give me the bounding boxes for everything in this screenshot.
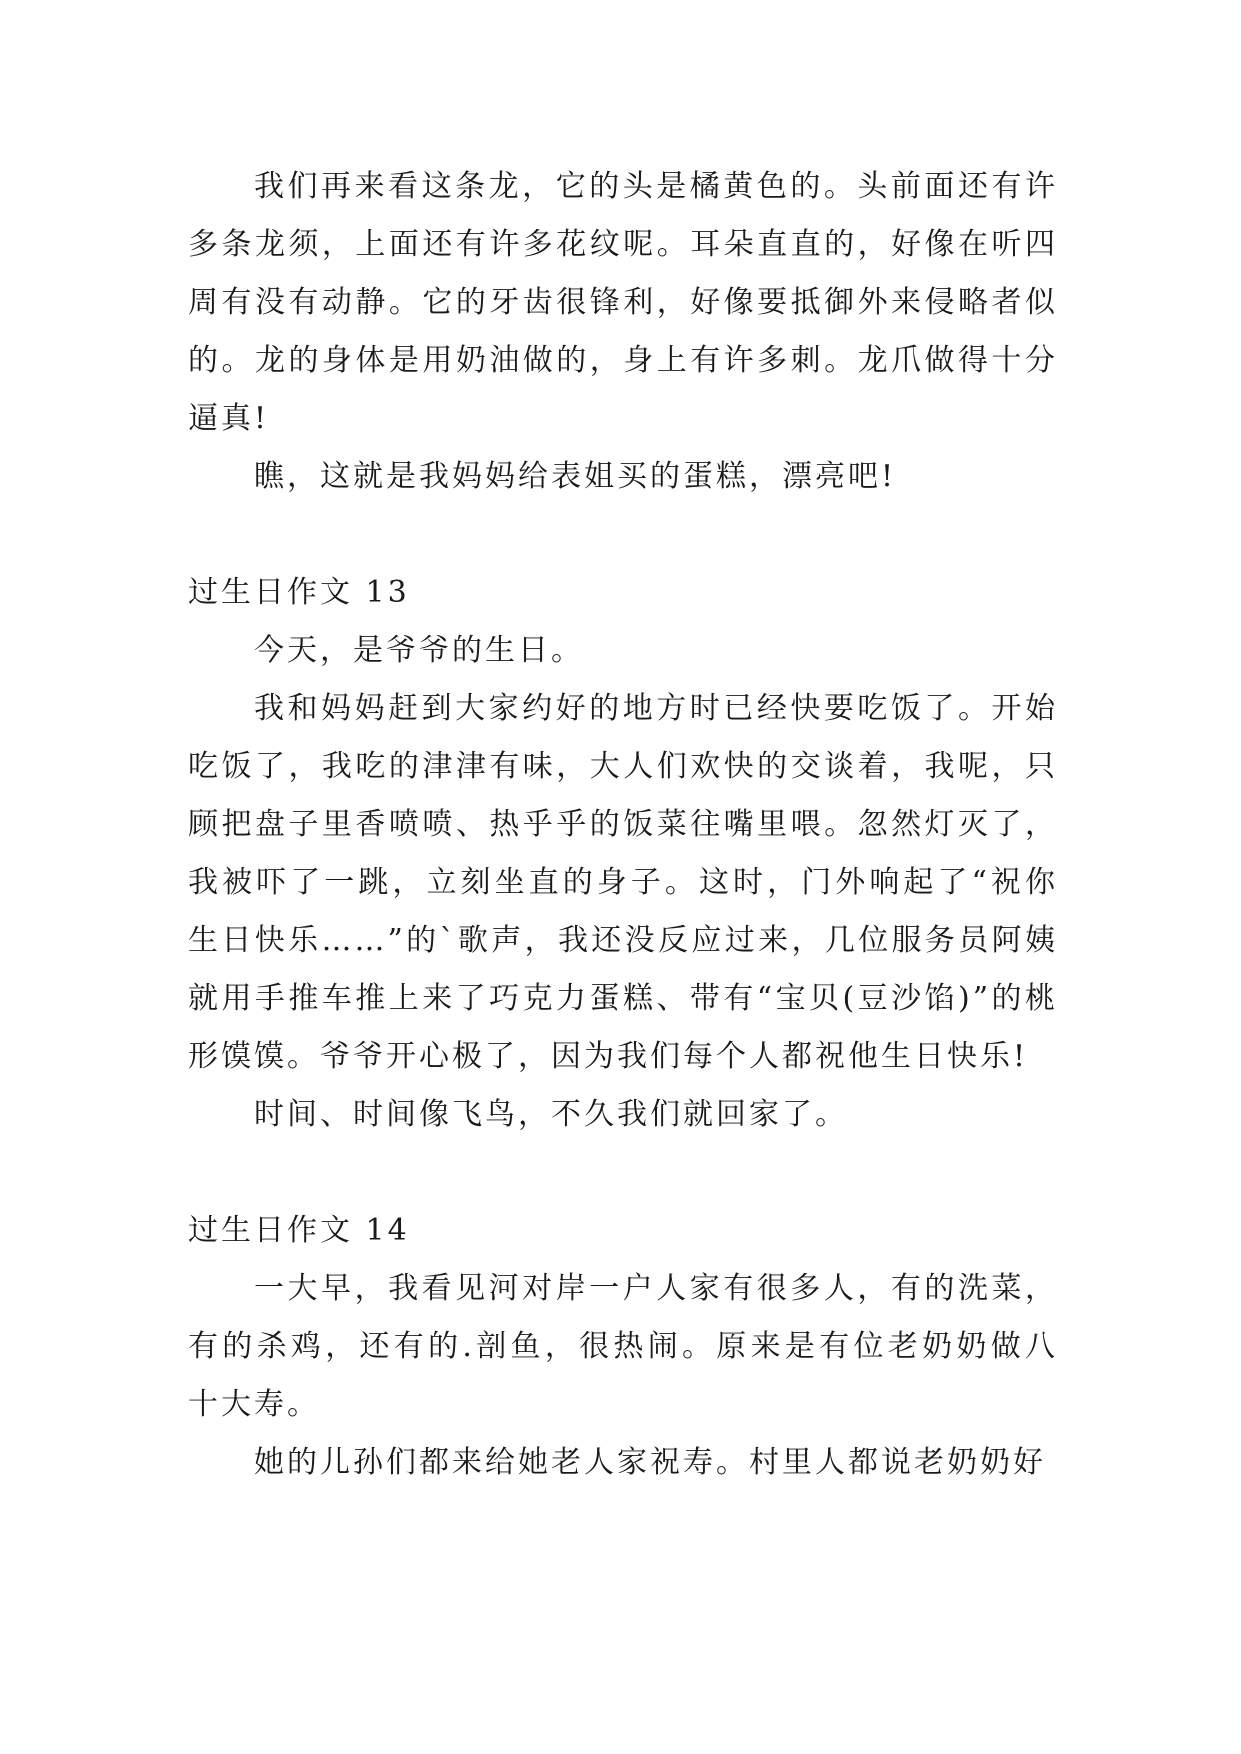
- section-spacer: [188, 1144, 1058, 1202]
- section-spacer: [188, 506, 1058, 564]
- paragraph: 时间、时间像飞鸟，不久我们就回家了。: [254, 1097, 848, 1132]
- paragraph: 瞧，这就是我妈妈给表姐买的蛋糕，漂亮吧!: [254, 459, 897, 494]
- paragraph: 我和妈妈赶到大家约好的地方时已经快要吃饭了。开始吃饭了，我吃的津津有味，大人们欢快的交谈着，我呢，只顾把盘子里香喷喷、热乎乎的饭菜往嘴里喂。忽然灯灭了，我被吓了一跳，立刻坐直的身子。这时，门外响起了“祝你生日快乐……”的`歌声，我还没反应过来，几位服务员阿姨就用手推车推上来了巧克力蛋糕、带有“宝贝(豆沙馅)”的桃形馍馍。爷爷开心极了，因为我们每个人都祝他生日快乐!: [188, 691, 1058, 1074]
- section-title: 过生日作文 13: [188, 575, 410, 610]
- section-title: 过生日作文 14: [188, 1213, 410, 1248]
- paragraph: 一大早，我看见河对岸一户人家有很多人，有的洗菜，有的杀鸡，还有的.剖鱼，很热闹。原来是有位老奶奶做八十大寿。: [188, 1271, 1058, 1422]
- paragraph: 我们再来看这条龙，它的头是橘黄色的。头前面还有许多条龙须，上面还有许多花纹呢。耳朵直直的，好像在听四周有没有动静。它的牙齿很锋利，好像要抵御外来侵略者似的。龙的身体是用奶油做的，身上有许多刺。龙爪做得十分逼真!: [188, 169, 1058, 436]
- paragraph: 她的儿孙们都来给她老人家祝寿。村里人都说老奶奶好: [254, 1445, 1046, 1480]
- paragraph: 今天，是爷爷的生日。: [254, 633, 584, 668]
- document-body: [188, 158, 1058, 1492]
